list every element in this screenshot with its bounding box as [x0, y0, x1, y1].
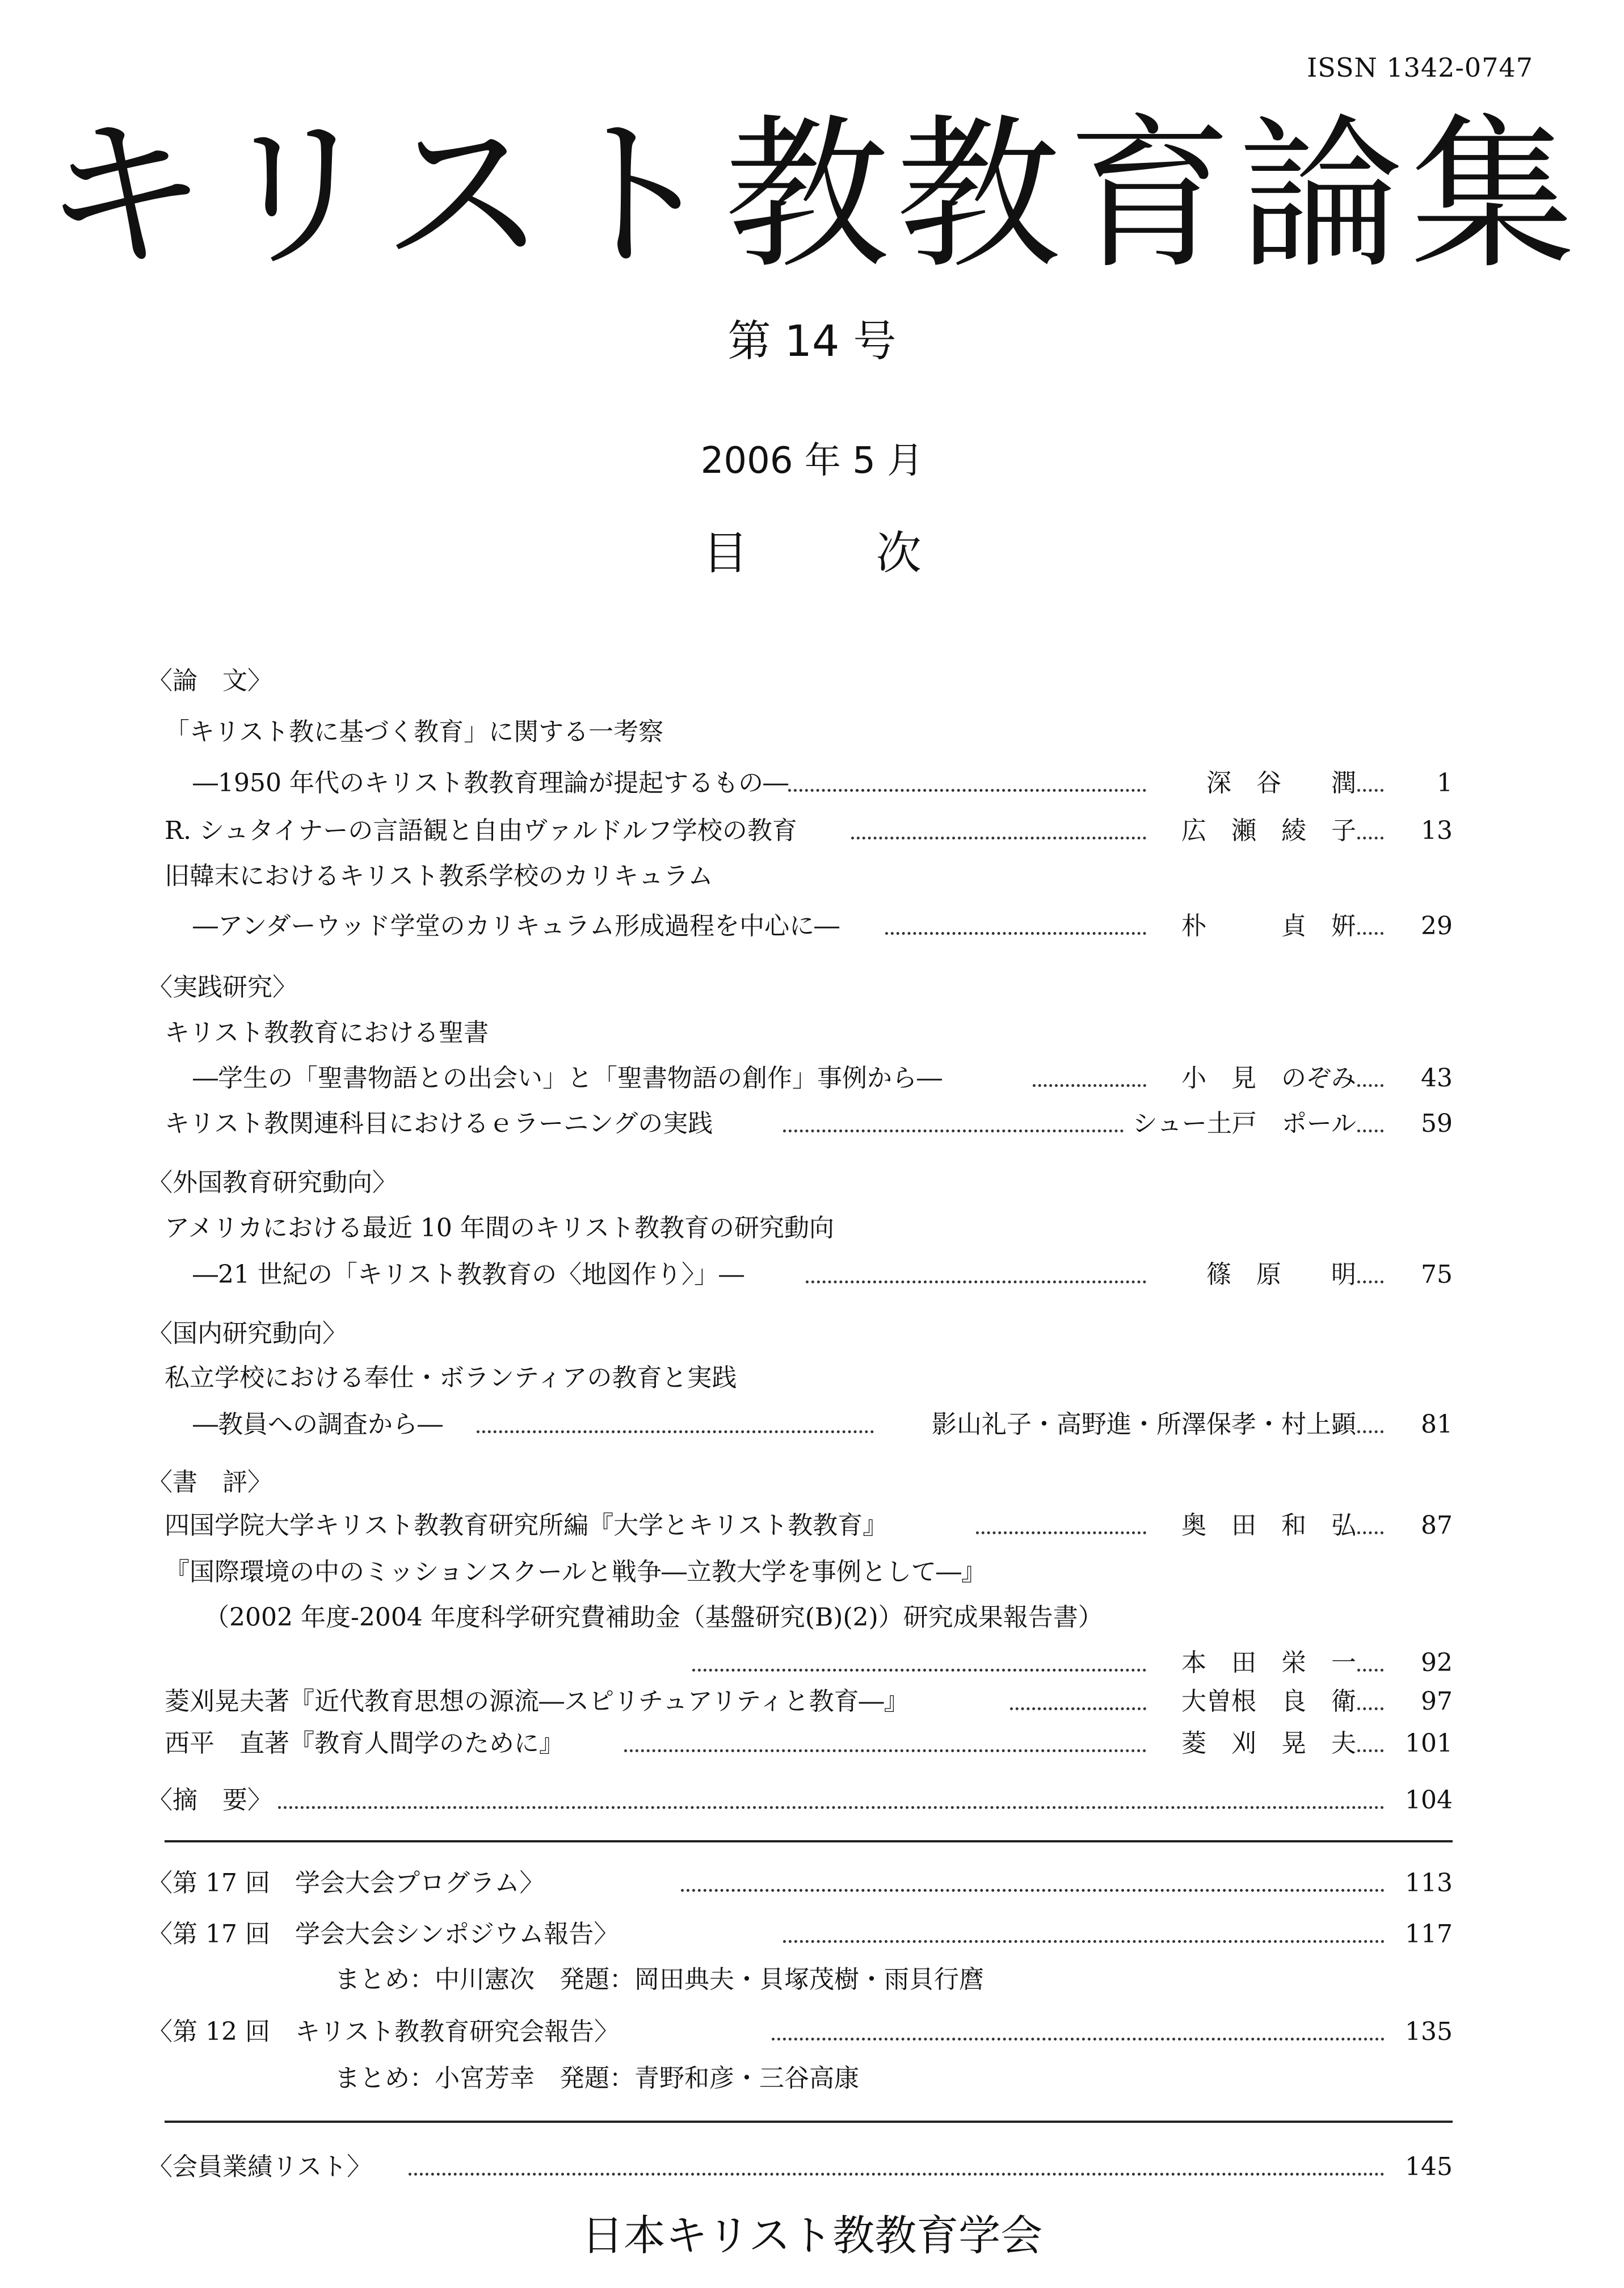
toc-entry: R. シュタイナーの言語観と自由ヴァルドルフ学校の教育 広 瀬 綾 子 13	[0, 813, 1624, 849]
toc-entry: 〈会員業績リスト〉 145	[0, 2149, 1624, 2185]
toc-entry: 〈第 12 回 キリスト教教育研究会報告〉 135	[0, 2014, 1624, 2050]
divider	[165, 2121, 1453, 2123]
section-heading: 〈論 文〉	[0, 663, 1624, 699]
issn: ISSN 1342-0747	[1307, 52, 1533, 83]
toc-entry-title: 私立学校における奉仕・ボランティアの教育と実践	[0, 1360, 1624, 1396]
toc-entry-title: 旧韓末におけるキリスト教系学校のカリキュラム	[0, 858, 1624, 895]
toc-entry-title: キリスト教教育における聖書	[0, 1015, 1624, 1051]
toc-entry-detail: まとめ：小宮芳幸 発題：青野和彦・三谷高康	[0, 2060, 1624, 2097]
toc-entry: 本 田 栄 一 92	[0, 1645, 1624, 1681]
toc-entry: 〈第 17 回 学会大会プログラム〉 113	[0, 1865, 1624, 1901]
section-heading: 〈実践研究〉	[0, 969, 1624, 1006]
toc-entry-title: アメリカにおける最近 10 年間のキリスト教教育の研究動向	[0, 1210, 1624, 1246]
toc-entry: ―教員への調査から― 影山礼子・高野進・所澤保孝・村上顕 81	[0, 1407, 1624, 1443]
section-heading: 〈外国教育研究動向〉	[0, 1165, 1624, 1201]
toc-entry: ―1950 年代のキリスト教教育理論が提起するもの― 深 谷 潤 1	[0, 765, 1624, 801]
divider	[165, 1840, 1453, 1842]
issue-date: 2006 年 5 月	[700, 440, 924, 482]
toc-entry: 四国学院大学キリスト教教育研究所編『大学とキリスト教教育』 奥 田 和 弘 87	[0, 1508, 1624, 1544]
toc-entry: ―学生の「聖書物語との出会い」と「聖書物語の創作」事例から― 小 見 のぞみ 43	[0, 1060, 1624, 1097]
journal-title: キリスト教教育論集	[42, 100, 1582, 291]
toc-entry-title: 『国際環境の中のミッションスクールと戦争―立教大学を事例として―』	[0, 1554, 1624, 1590]
toc-entry: 西平 直著『教育人間学のために』 菱 刈 晃 夫 101	[0, 1726, 1624, 1762]
toc-entry: ―21 世紀の「キリスト教教育の〈地図作り〉」― 篠 原 明 75	[0, 1257, 1624, 1293]
toc-entry-title: 「キリスト教に基づく教育」に関する一考察	[0, 714, 1624, 750]
toc-entry: 〈第 17 回 学会大会シンポジウム報告〉 117	[0, 1916, 1624, 1953]
contents-heading: 目 次	[702, 527, 922, 580]
toc-entry: キリスト教関連科目におけるｅラーニングの実践 シュー土戸 ポール 59	[0, 1106, 1624, 1142]
section-heading: 〈国内研究動向〉	[0, 1316, 1624, 1352]
section-heading: 〈書 評〉	[0, 1464, 1624, 1501]
toc-entry: 菱刈晃夫著『近代教育思想の源流―スピリチュアリティと教育―』 大曽根 良 衛 97	[0, 1684, 1624, 1720]
toc-entry: ―アンダーウッド学堂のカリキュラム形成過程を中心に― 朴 貞 姸 29	[0, 908, 1624, 944]
toc-entry-subtitle: （2002 年度-2004 年度科学研究費補助金（基盤研究(B)(2)）研究成果報告書）	[0, 1599, 1624, 1636]
toc-entry-detail: まとめ：中川憲次 発題：岡田典夫・貝塚茂樹・雨貝行麿	[0, 1962, 1624, 1998]
toc-entry: 〈摘 要〉 104	[0, 1782, 1624, 1819]
publisher: 日本キリスト教教育学会	[581, 2211, 1043, 2260]
issue-number: 第 14 号	[727, 316, 897, 366]
